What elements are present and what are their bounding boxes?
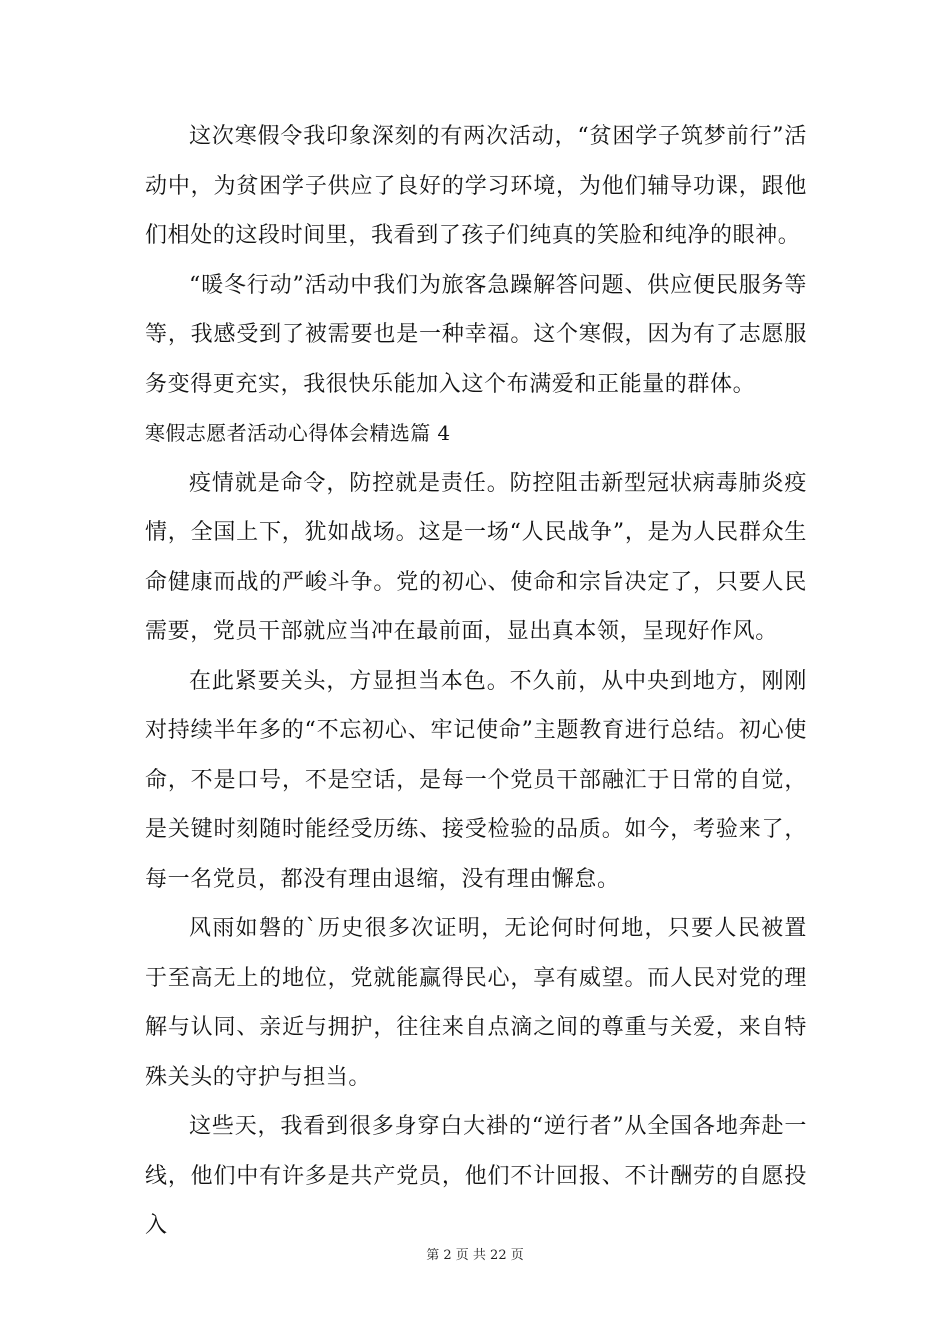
document-body	[145, 112, 807, 1251]
paragraph: “暖冬行动”活动中我们为旅客急躁解答问题、供应便民服务等等，我感受到了被需要也是一种幸福。这个寒假，因为有了志愿服务变得更充实，我很快乐能加入这个布满爱和正能量的群体。	[145, 272, 807, 397]
paragraph: 这些天，我看到很多身穿白大褂的“逆行者”从全国各地奔赴一线，他们中有许多是共产党员，他们不计回报、不计酬劳的自愿投入	[145, 1114, 807, 1238]
paragraph: 这次寒假令我印象深刻的有两次活动，“贫困学子筑梦前行”活动中，为贫困学子供应了良好的学习环境，为他们辅导功课，跟他们相处的这段时间里，我看到了孩子们纯真的笑脸和纯净的眼神。	[145, 124, 807, 248]
page-footer: 第 2 页 共 22 页	[426, 1248, 524, 1263]
paragraph: 疫情就是命令，防控就是责任。防控阻击新型冠状病毒肺炎疫情，全国上下，犹如战场。这是一场“人民战争”，是为人民群众生命健康而战的严峻斗争。党的初心、使命和宗旨决定了，只要人民需要，党员干部就应当冲在最前面，显出真本领，呈现好作风。	[145, 470, 807, 644]
paragraph: 在此紧要关头，方显担当本色。不久前，从中央到地方，刚刚对持续半年多的“不忘初心、牢记使命”主题教育进行总结。初心使命，不是口号，不是空话，是每一个党员干部融汇于日常的自觉，是关键时刻随时能经受历练、接受检验的品质。如今，考验来了，每一名党员，都没有理由退缩，没有理由懈怠。	[145, 668, 807, 892]
section-heading: 寒假志愿者活动心得体会精选篇 4	[145, 421, 451, 445]
paragraph: 风雨如磐的`历史很多次证明，无论何时何地，只要人民被置于至高无上的地位，党就能赢得民心，享有威望。而人民对党的理解与认同、亲近与拥护，往往来自点滴之间的尊重与关爱，来自特殊关头的守护与担当。	[145, 916, 807, 1090]
